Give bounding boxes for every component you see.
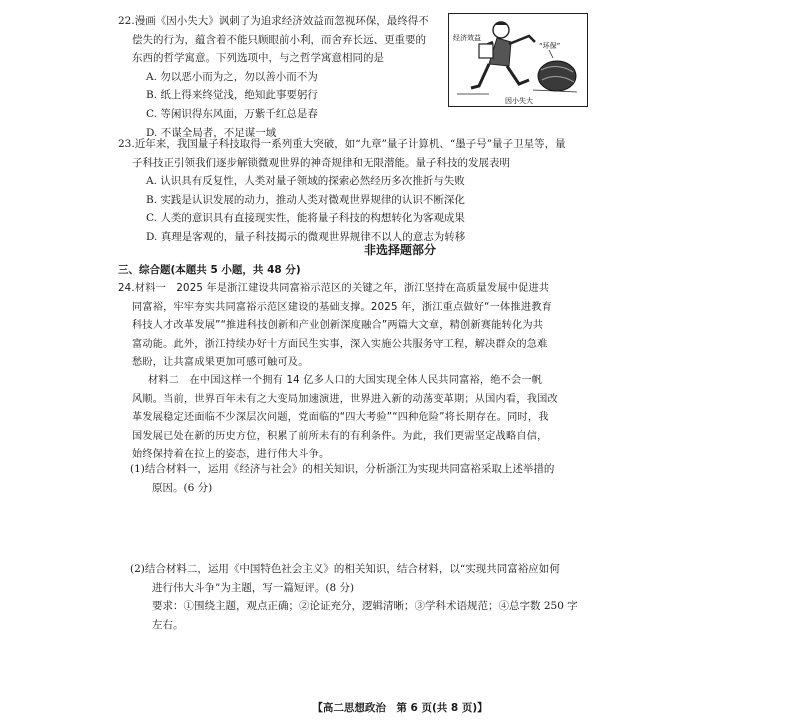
question-22 [118, 12, 448, 142]
q24-sub-question-1 [118, 460, 586, 497]
cartoon-label-left: 经济效益 [453, 34, 481, 42]
cartoon-illustration [448, 13, 588, 107]
q24-m2-line-4: 国发展已处在新的历史方位，积累了前所未有的有利条件。为此，我们更需坚定战略自信， [132, 430, 548, 442]
q24-sub2-line-2: 进行伟大斗争”为主题，写一篇短评。(8 分) [152, 581, 355, 594]
q23-stem-line-2: 子科技正引领我们逐步解锁微观世界的神奇规律和无限潜能。量子科技的发展表明 [132, 156, 510, 169]
q24-m2-line-5: 始终保持着在拉上的姿态，进行伟大斗争。 [132, 449, 330, 461]
q24-m2-line-2: 风顺。当前，世界百年未有之大变局加速演进，世界进入新的动荡变革期；从国内看，我国改 [132, 393, 558, 405]
q23-option-c: C. 人类的意识具有直接现实性，能将量子科技的构想转化为客观成果 [146, 212, 465, 225]
q22-stem-line-3: 东西的哲学寓意。下列选项中，与之哲学寓意相同的是 [132, 52, 384, 65]
q24-sub1-line-2: 原因。(6 分) [152, 481, 213, 494]
q24-m1-line-2: 同富裕，牢牢夯实共同富裕示范区建设的基础支撑。2025 年，浙江重点做好“一体推进教育 [132, 301, 552, 313]
q22-option-d: D. 不谋全局者，不足谋一域 [146, 126, 277, 139]
q24-material-two [118, 372, 586, 465]
page-footer: 【高二思想政治 第 6 页(共 8 页)】 [312, 702, 488, 714]
q24-sub-question-2 [118, 560, 586, 634]
q24-sub2-line-1: (2)结合材料二，运用《中国特色社会主义》的相关知识，结合材料，以“实现共同富裕应如何 [130, 563, 560, 575]
q24-m2-line-3: 革发展稳定还面临不少深层次问题，党面临的“四大考验”“四种危险”将长期存在。同时，我 [132, 412, 549, 424]
q23-option-b: B. 实践是认识发展的动力，推动人类对微观世界规律的认识不断深化 [146, 193, 465, 206]
cartoon-drawing [449, 14, 587, 106]
section-title: 非选择题部分 [363, 243, 436, 257]
q22-option-c: C. 等闲识得东风面，万紫千红总是春 [146, 107, 318, 120]
section-three-heading: 三、综合题(本题共 5 小题，共 48 分) [118, 264, 301, 276]
q24-m2-line-1: 材料二 在中国这样一个拥有 14 亿多人口的大国实现全体人民共同富裕，绝不会一帆 [148, 375, 543, 386]
q24-requirements-line-1: 要求：①围绕主题，观点正确；②论证充分，逻辑清晰；③学科术语规范；④总字数 250 字 [152, 600, 578, 613]
q23-option-a: A. 认识具有反复性，人类对量子领域的探索必然经历多次推折与失败 [146, 175, 465, 188]
q24-material-one [118, 280, 586, 373]
q24-m1-line-1: 24.材料一 2025 年是浙江建设共同富裕示范区的关键之年，浙江坚持在高质量发展中促进共 [118, 283, 550, 294]
q22-stem-line-2: 偿失的行为，蕴含着不能只顾眼前小利，而舍弃长远、更重要的 [132, 33, 426, 46]
q22-option-b: B. 纸上得来终觉浅，绝知此事要躬行 [146, 89, 318, 102]
q22-stem-line-1: 22.漫画《因小失大》讽刺了为追求经济效益而忽视环保，最终得不 [118, 15, 429, 27]
q24-sub1-line-1: (1)结合材料一，运用《经济与社会》的相关知识，分析浙江为实现共同富裕采取上述举措的 [130, 463, 555, 475]
q24-m1-line-5: 愁盼，让共富成果更加可感可触可及。 [132, 357, 309, 369]
q24-m1-line-3: 科技人才改革发展”“推进科技创新和产业创新深度融合”两篇大文章，精创新赛能转化为共 [132, 320, 544, 332]
cartoon-caption: 因小失大 [505, 97, 533, 105]
q22-option-a: A. 勿以恶小而为之，勿以善小而不为 [146, 70, 318, 83]
question-23 [118, 135, 586, 247]
q23-stem-line-1: 23.近年来，我国量子科技取得一系列重大突破，如“九章”量子计算机、“墨子号”量子卫星等，量 [118, 138, 566, 150]
cartoon-label-right: “环保” [539, 42, 561, 50]
q24-m1-line-4: 富动能。此外，浙江持续办好十方面民生实事，深入实施公共服务守工程，解决群众的急难 [132, 338, 548, 350]
q23-option-d: D. 真理是客观的，量子科技揭示的微观世界规律不以人的意志为转移 [146, 230, 466, 243]
q24-requirements-line-2: 左右。 [152, 618, 184, 631]
